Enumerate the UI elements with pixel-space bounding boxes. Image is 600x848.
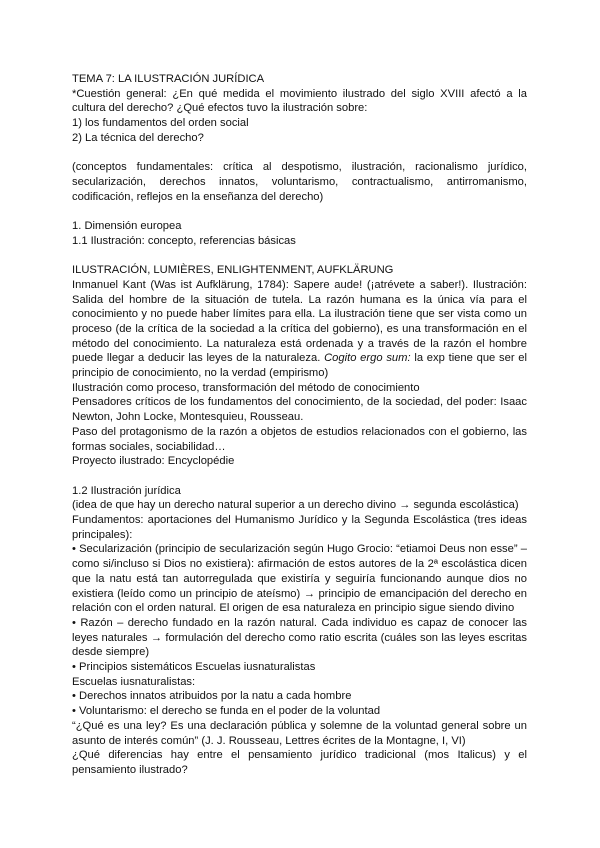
section-heading-1: 1. Dimensión europea — [72, 220, 182, 232]
kant-paragraph — [72, 278, 527, 381]
terms-heading: ILUSTRACIÓN, LUMIÈRES, ENLIGHTENMENT, AUFKLÄRUNG — [72, 264, 394, 277]
question-item-2: 2) La técnica del derecho? — [72, 131, 204, 144]
rousseau-quote: “¿Qué es una ley? Es una declaración pública y solemne de la voluntad general sobre un asunto de interés común” (J. J. Rousseau, Lettres écrites de la Montagne, I, VI) — [72, 719, 527, 747]
bullet-principios: • Principios sistemáticos Escuelas iusnaturalistas — [72, 661, 316, 674]
reason-shift-paragraph: Paso del protagonismo de la razón a objetos de estudios relacionados con el gobierno, las formas sociales, sociabilidad… — [72, 425, 527, 453]
process-line: Ilustración como proceso, transformación del método de conocimiento — [72, 381, 420, 394]
bullet-voluntarismo: • Voluntarismo: el derecho se funda en el poder de la voluntad — [72, 705, 381, 718]
kant-text-before: Inmanuel Kant (Was ist Aufklärung, 1784): Sapere aude! (¡atrévete a saber!). Ilustración: Salida del hombre de la situación de tutela. La razón humana es la única vía para el conocimiento y no puede haber límites para ella. La ilustración tiene que ser vista como un proceso (de la crítica de la sociedad a la crítica del gobierno), es una transformación en el método del conocimiento. La naturaleza está ordenada y a través de la razón el hombre puede llegar a deducir las leyes de la naturaleza. — [72, 278, 527, 365]
concepts-paragraph: (conceptos fundamentales: crítica al despotismo, ilustración, racionalismo jurídico, secularización, derechos innatos, voluntarismo, contractualismo, antirromanismo, codificación, reflejos en la enseñanza del derecho) — [72, 161, 527, 203]
final-question: ¿Qué diferencias hay entre el pensamiento jurídico tradicional (mos Italicus) y el pensamiento ilustrado? — [72, 749, 527, 776]
section-heading-1-2: 1.2 Ilustración jurídica — [72, 484, 181, 497]
fundamentos-paragraph: Fundamentos: aportaciones del Humanismo Jurídico y la Segunda Escolástica (tres ideas principales): — [72, 514, 527, 541]
kant-text-after: la exp tiene que ser el principio de conocimiento, no la verdad (empirismo) — [72, 352, 528, 380]
thinkers-paragraph: Pensadores críticos de los fundamentos del conocimiento, de la sociedad, del poder: Isaac Newton, John Locke, Montesquieu, Rousseau. — [72, 396, 527, 424]
bullet-secularizacion: • Secularización (principio de secularización según Hugo Grocio: “etiamoi Deus non esse” – como si/incluso si Dios no existiera): afirmación de estos autores de la 2ª escolástica dicen que la natu está tan autorregulada que existiría y seguiría funcionando aunque dios no existiera (leído como un principio de ateísmo) → principio de emancipación del derecho en relación con el orden natural. El origen de esa naturaleza en principio sigue siendo divino — [72, 543, 527, 615]
bullet-derechos: • Derechos innatos atribuidos por la natu a cada hombre — [72, 690, 352, 703]
cogito-phrase: Cogito ergo sum: — [324, 352, 411, 365]
section-heading-1-1: 1.1 Ilustración: concepto, referencias básicas — [72, 234, 296, 247]
document-title: TEMA 7: LA ILUSTRACIÓN JURÍDICA — [72, 73, 265, 85]
question-item-1: 1) los fundamentos del orden social — [72, 117, 249, 130]
project-line: Proyecto ilustrado: Encyclopédie — [72, 455, 235, 468]
bullet-razon: • Razón – derecho fundado en la razón natural. Cada individuo es capaz de conocer las leyes naturales → formulación del derecho como ratio escrita (cuáles son las leyes escritas desde siempre) — [72, 616, 527, 659]
idea-line: (idea de que hay un derecho natural superior a un derecho divino → segunda escolástica) — [72, 499, 519, 512]
escuelas-heading: Escuelas iusnaturalistas: — [72, 675, 196, 688]
document-page — [72, 72, 527, 778]
general-question: *Cuestión general: ¿En qué medida el movimiento ilustrado del siglo XVIII afectó a la cultura del derecho? ¿Qué efectos tuvo la ilustración sobre: — [72, 87, 527, 115]
